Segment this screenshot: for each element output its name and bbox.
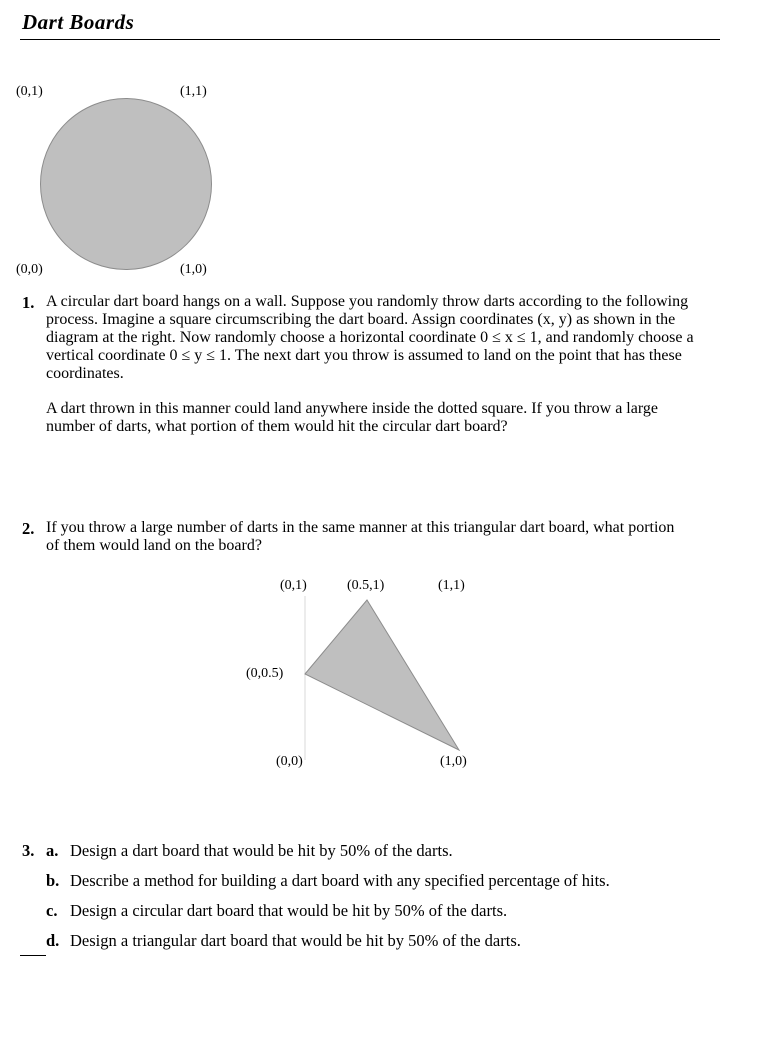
circle-label-bottom-right: (1,0) [180, 262, 207, 277]
item-2-number: 2. [22, 519, 35, 538]
circle-label-top-right: (1,1) [180, 84, 207, 99]
list-item [46, 901, 726, 921]
list-item [46, 871, 726, 891]
item-3-sub-list [46, 841, 726, 961]
triangle-label-left-mid: (0,0.5) [246, 666, 284, 681]
list-item [46, 931, 726, 951]
sub-item-label-d: d. [46, 931, 60, 950]
triangular-dart-board-figure [246, 574, 526, 784]
list-item [46, 841, 726, 861]
sub-item-text-c: Design a circular dart board that would be hit by 50% of the darts. [70, 901, 508, 920]
circle-label-bottom-left: (0,0) [16, 262, 43, 277]
triangle-label-top-mid: (0.5,1) [347, 578, 385, 593]
circle-shape [40, 98, 212, 270]
item-2-paragraph-1: If you throw a large number of darts in the same manner at this triangular dart board, what portion of them would land on the board? [46, 519, 675, 554]
item-1-number: 1. [22, 293, 35, 312]
page-title: Dart Boards [22, 10, 135, 34]
sub-item-label-b: b. [46, 871, 60, 890]
triangle-label-top-right: (1,1) [438, 578, 465, 593]
bottom-divider [20, 955, 46, 956]
item-2-body [46, 519, 686, 555]
circular-dart-board-figure [16, 84, 256, 280]
circle-label-top-left: (0,1) [16, 84, 43, 99]
title-divider [20, 39, 720, 40]
triangle-label-top-left: (0,1) [280, 578, 307, 593]
sub-item-label-a: a. [46, 841, 59, 860]
item-1-paragraph-1: A circular dart board hangs on a wall. Suppose you randomly throw darts according to the following process. Imagine a square circumscribing the dart board. Assign coordinates (x, y) as shown in the diagram at the right. Now randomly choose a horizontal coordinate 0 ≤ x ≤ 1, and randomly choose a vertical coordinate 0 ≤ y ≤ 1. The next dart you throw is assumed to land on the point that has these coordinates. [46, 293, 694, 382]
sub-item-text-d: Design a triangular dart board that would be hit by 50% of the darts. [70, 931, 521, 950]
triangle-label-bottom-left: (0,0) [276, 754, 303, 769]
triangle-svg [246, 574, 526, 784]
sub-item-label-c: c. [46, 901, 58, 920]
item-1-paragraph-2: A dart thrown in this manner could land anywhere inside the dotted square. If you throw a large number of darts, what portion of them would hit the circular dart board? [46, 400, 658, 435]
sub-item-text-a: Design a dart board that would be hit by 50% of the darts. [70, 841, 453, 860]
item-1-body [46, 293, 710, 436]
sub-item-text-b: Describe a method for building a dart board with any specified percentage of hits. [70, 871, 610, 890]
triangle-label-bottom-right: (1,0) [440, 754, 467, 769]
item-3-number: 3. [22, 841, 35, 860]
